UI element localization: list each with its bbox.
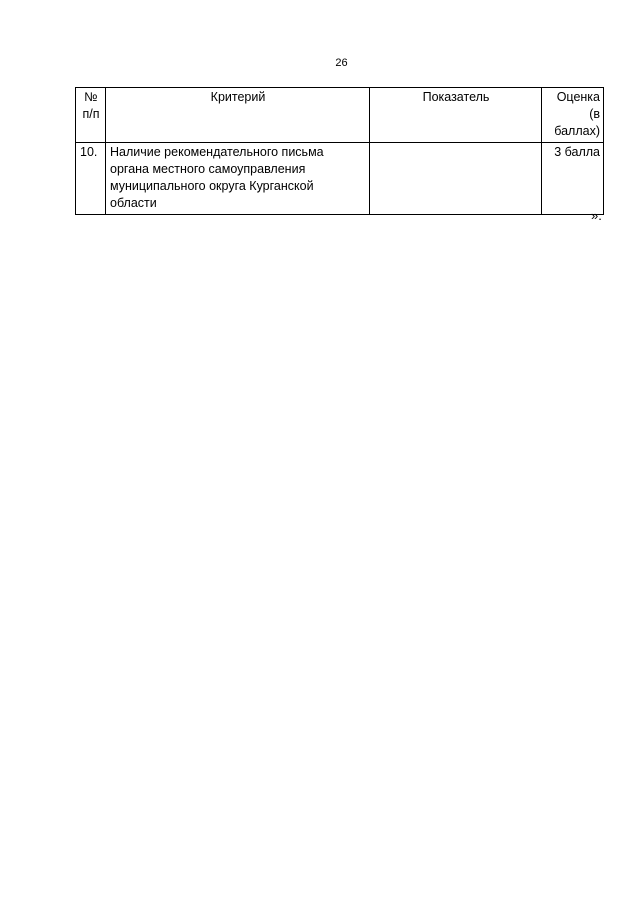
page-number: 26: [335, 57, 348, 69]
header-score-line-1: Оценка: [556, 90, 600, 104]
row-score: 3 балла: [542, 143, 604, 215]
table-row: [76, 143, 604, 215]
header-criterion: Критерий: [106, 88, 370, 143]
table-header-row: [76, 88, 604, 143]
header-num-line-1: №: [84, 90, 98, 104]
header-score: [542, 88, 604, 143]
row-indicator: [370, 143, 542, 215]
row-criterion-line-3: муниципального округа Курганской: [110, 179, 314, 193]
row-num: 10.: [76, 143, 106, 215]
header-num: [76, 88, 106, 143]
header-indicator: Показатель: [370, 88, 542, 143]
closing-quote: ».: [591, 208, 602, 223]
row-criterion: [106, 143, 370, 215]
header-score-line-3: баллах): [554, 124, 600, 138]
header-score-line-2: (в: [589, 107, 600, 121]
row-criterion-line-2: органа местного самоуправления: [110, 162, 306, 176]
header-num-line-2: п/п: [82, 107, 100, 121]
row-criterion-line-4: области: [110, 196, 157, 210]
row-criterion-line-1: Наличие рекомендательного письма: [110, 145, 324, 159]
criteria-table: [75, 87, 604, 215]
